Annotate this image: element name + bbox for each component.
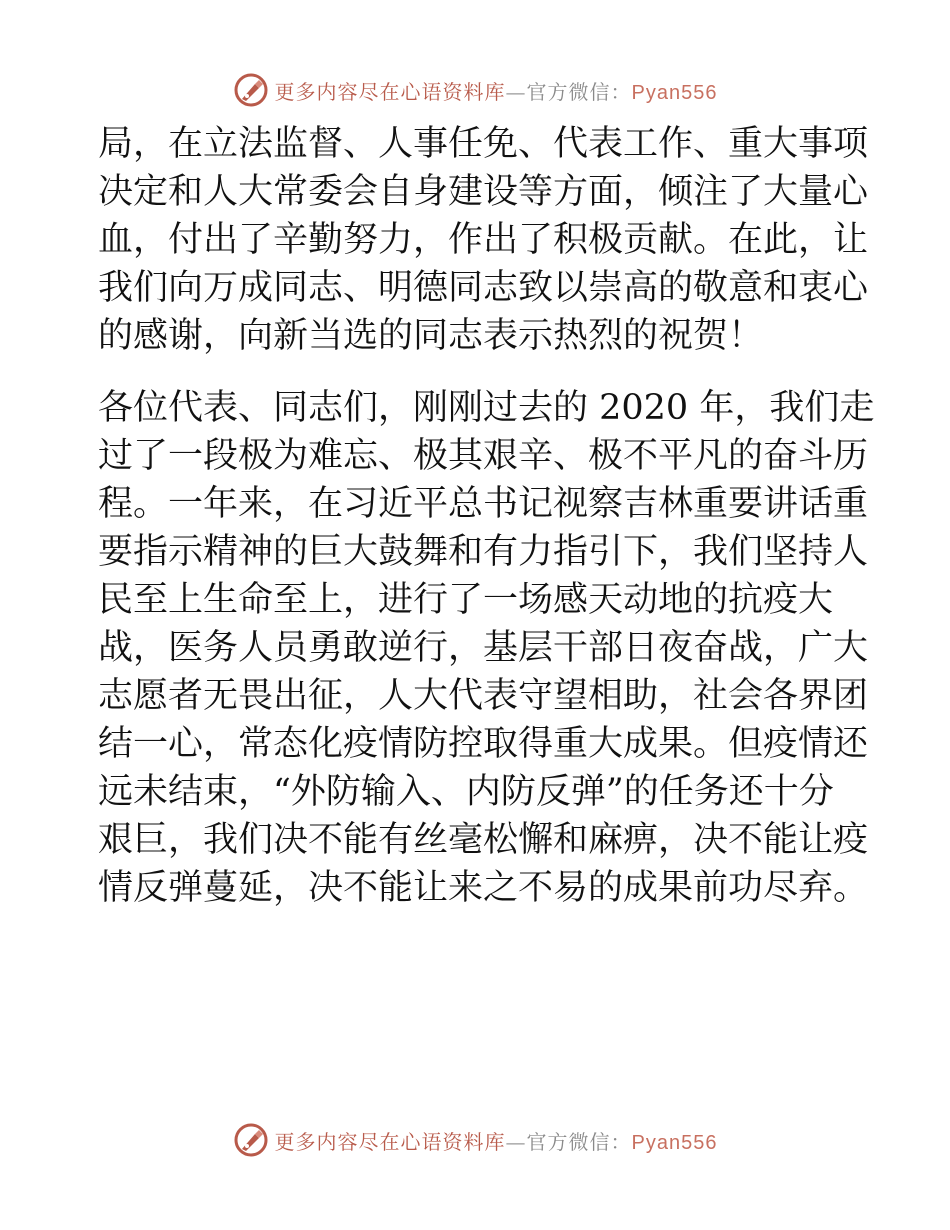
- text-line: 局，在立法监督、人事任免、代表工作、重大事项: [98, 124, 869, 164]
- text-line: 决定和人大常委会自身建设等方面，倾注了大量心: [98, 172, 869, 212]
- text-line: 我们向万成同志、明德同志致以崇高的敬意和衷心: [98, 268, 869, 308]
- text-line: 程。一年来，在习近平总书记视察吉林重要讲话重: [98, 484, 869, 524]
- text-line: 远未结束，“外防输入、内防反弹”的任务还十分: [98, 772, 834, 812]
- watermark-wechat-label: 官方微信：: [526, 1129, 632, 1154]
- text-line: 各位代表、同志们，刚刚过去的 2020 年，我们走: [98, 388, 875, 428]
- watermark-text: [275, 1126, 718, 1155]
- watermark-text: [275, 76, 718, 105]
- paragraph-2: [98, 384, 875, 912]
- document-body: [98, 120, 875, 912]
- pen-logo-icon: [233, 72, 269, 108]
- text-line: 志愿者无畏出征，人大代表守望相助，社会各界团: [98, 676, 869, 716]
- text-line: 战，医务人员勇敢逆行，基层干部日夜奋战，广大: [98, 628, 869, 668]
- header-watermark: [0, 70, 950, 110]
- text-line: 过了一段极为难忘、极其艰辛、极不平凡的奋斗历: [98, 436, 869, 476]
- paragraph-1: [98, 120, 869, 360]
- watermark-brand: 更多内容尽在心语资料库: [274, 1129, 506, 1154]
- watermark-separator: —: [505, 1129, 527, 1154]
- text-line: 结一心，常态化疫情防控取得重大成果。但疫情还: [98, 724, 869, 764]
- watermark-wechat-label: 官方微信：: [526, 79, 632, 104]
- text-line: 情反弹蔓延，决不能让来之不易的成果前功尽弃。: [98, 868, 869, 908]
- paragraph-spacer: [98, 360, 858, 384]
- watermark-wechat-id: Pyan556: [631, 81, 718, 104]
- text-line: 艰巨，我们决不能有丝毫松懈和麻痹，决不能让疫: [98, 820, 869, 860]
- text-line: 的感谢，向新当选的同志表示热烈的祝贺！: [98, 316, 764, 356]
- watermark-brand: 更多内容尽在心语资料库: [274, 79, 506, 104]
- text-line: 血，付出了辛勤努力，作出了积极贡献。在此，让: [98, 220, 869, 260]
- footer-watermark: [0, 1120, 950, 1160]
- watermark-wechat-id: Pyan556: [631, 1131, 718, 1154]
- pen-logo-icon: [233, 1122, 269, 1158]
- watermark-separator: —: [505, 79, 527, 104]
- text-line: 要指示精神的巨大鼓舞和有力指引下，我们坚持人: [98, 532, 869, 572]
- text-line: 民至上生命至上，进行了一场感天动地的抗疫大: [98, 580, 834, 620]
